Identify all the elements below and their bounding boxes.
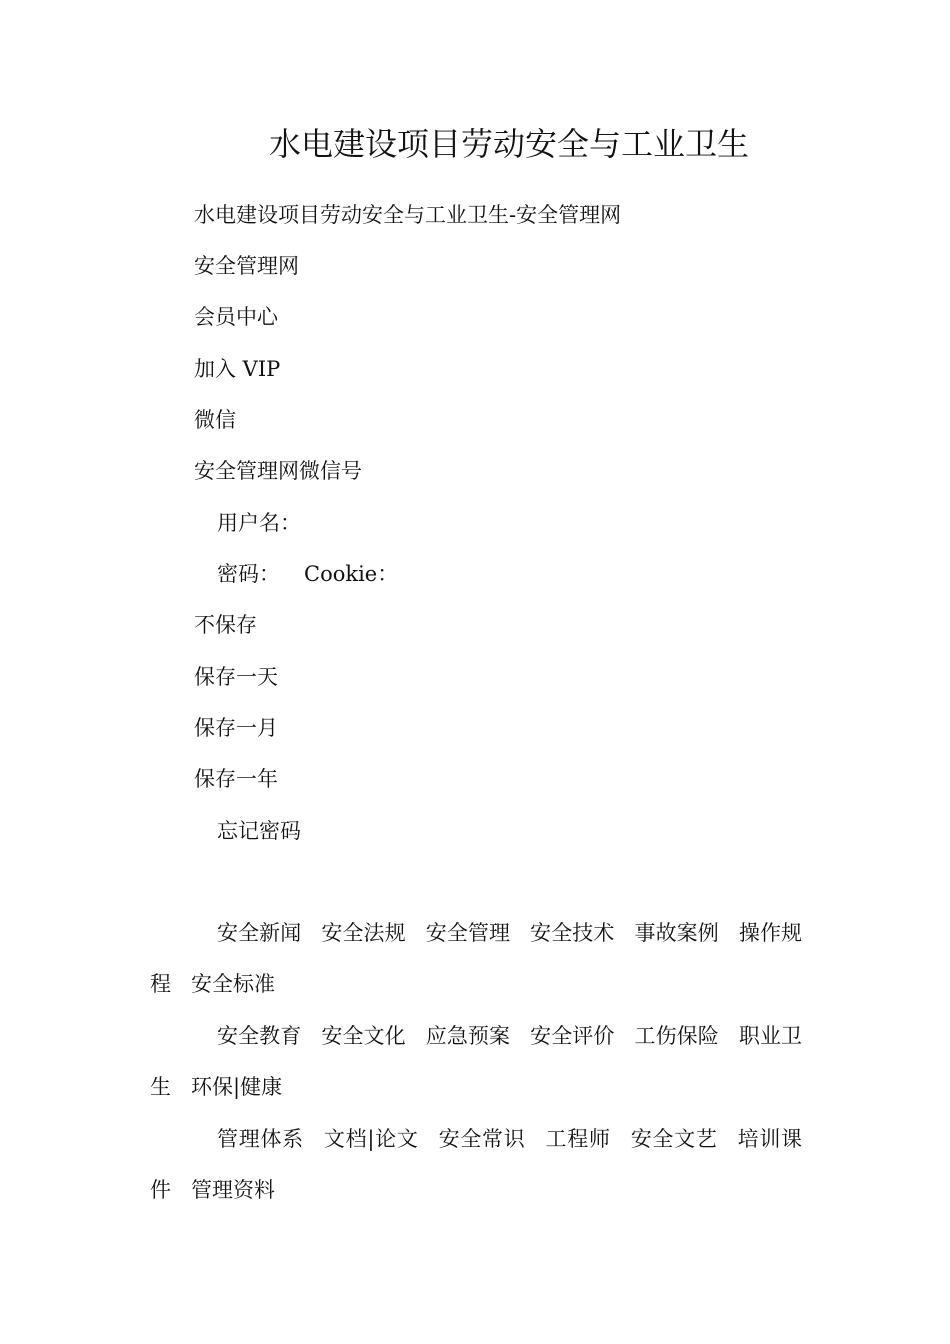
password-label: 密码： — [217, 562, 280, 586]
nav-paragraph-1 — [150, 908, 802, 1010]
nav-link-safety-standards[interactable]: 安全标准 — [191, 972, 275, 996]
username-label: 用户名： — [217, 511, 301, 535]
member-center-link[interactable]: 会员中心 — [194, 305, 278, 329]
nav-link-safety-arts[interactable]: 安全文艺 — [630, 1127, 718, 1151]
nav-link-safety-education[interactable]: 安全教育 — [217, 1024, 302, 1048]
wechat-account-text: 安全管理网微信号 — [194, 459, 362, 483]
cookie-option-save-year[interactable]: 保存一年 — [194, 767, 278, 791]
cookie-option-save-month[interactable]: 保存一月 — [194, 716, 278, 740]
wechat-link[interactable]: 微信 — [194, 408, 236, 432]
nav-link-safety-knowledge[interactable]: 安全常识 — [438, 1127, 526, 1151]
nav-paragraph-2 — [150, 1011, 802, 1113]
nav-link-occupational-health[interactable]: 职业卫生 — [150, 1024, 803, 1099]
document-title: 水电建设项目劳动安全与工业卫生 — [268, 125, 749, 163]
nav-link-safety-evaluation[interactable]: 安全评价 — [530, 1024, 615, 1048]
nav-link-safety-culture[interactable]: 安全文化 — [321, 1024, 406, 1048]
site-name-link[interactable]: 安全管理网 — [194, 254, 299, 278]
cookie-option-no-save[interactable]: 不保存 — [194, 613, 257, 637]
nav-link-management-system[interactable]: 管理体系 — [217, 1127, 304, 1151]
nav-link-safety-news[interactable]: 安全新闻 — [217, 921, 302, 945]
subtitle-line: 水电建设项目劳动安全与工业卫生-安全管理网 — [194, 203, 622, 227]
forgot-password-link[interactable]: 忘记密码 — [217, 819, 301, 843]
nav-link-operating-procedures[interactable]: 操作规程 — [150, 921, 803, 996]
nav-paragraph-3 — [150, 1114, 802, 1216]
nav-link-engineer[interactable]: 工程师 — [545, 1127, 611, 1151]
cookie-option-save-day[interactable]: 保存一天 — [194, 665, 278, 689]
nav-link-safety-regulations[interactable]: 安全法规 — [321, 921, 406, 945]
nav-link-safety-management[interactable]: 安全管理 — [425, 921, 511, 945]
cookie-label: Cookie： — [304, 562, 399, 586]
nav-link-documents-papers[interactable]: 文档|论文 — [323, 1127, 419, 1151]
nav-link-safety-technology[interactable]: 安全技术 — [530, 921, 615, 945]
nav-link-accident-cases[interactable]: 事故案例 — [634, 921, 719, 945]
password-cookie-row — [217, 559, 398, 589]
nav-link-emergency-plans[interactable]: 应急预案 — [425, 1024, 511, 1048]
nav-link-injury-insurance[interactable]: 工伤保险 — [634, 1024, 719, 1048]
nav-link-environment-health[interactable]: 环保|健康 — [191, 1075, 283, 1099]
join-vip-link[interactable]: 加入 VIP — [194, 357, 281, 381]
nav-link-management-materials[interactable]: 管理资料 — [191, 1178, 275, 1202]
nav-link-training-courseware[interactable]: 培训课件 — [150, 1127, 803, 1202]
